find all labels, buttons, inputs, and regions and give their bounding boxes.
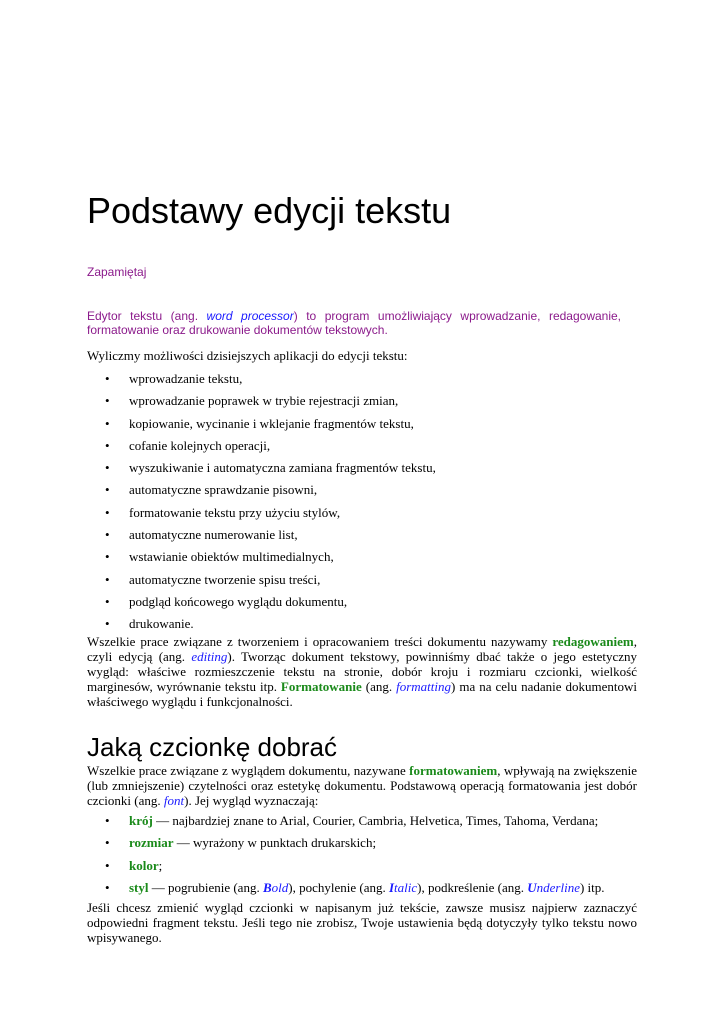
- bullet-icon: •: [105, 371, 110, 386]
- bold-initial: B: [262, 879, 272, 895]
- bullet-icon: •: [105, 593, 110, 609]
- bullet-icon: •: [105, 813, 110, 828]
- list-item: [87, 812, 605, 834]
- keyword-kolor: kolor: [129, 857, 159, 873]
- section-heading: Jaką czcionkę dobrać: [87, 732, 338, 762]
- list-item: [87, 392, 436, 414]
- keyword-formatowanie: Formatowanie: [280, 679, 362, 694]
- list-item-text: formatowanie tekstu przy użyciu stylów,: [129, 504, 341, 520]
- bullet-icon: •: [105, 549, 110, 565]
- bullet-icon: •: [105, 857, 110, 873]
- intro-text: Wyliczmy możliwości dzisiejszych aplikacji do edycji tekstu:: [87, 348, 408, 363]
- underline-initial: U: [527, 879, 537, 895]
- bullet-icon: •: [105, 482, 110, 498]
- list-item-text: automatyczne numerowanie list,: [129, 527, 298, 543]
- list-item-text: wprowadzanie tekstu,: [129, 371, 243, 386]
- list-item: [87, 459, 436, 481]
- list-item-text: — pogrubienie (ang.: [148, 879, 263, 895]
- list-item-text: podgląd końcowego wyglądu dokumentu,: [129, 593, 348, 609]
- keyword-redagowanie: redagowaniem: [552, 634, 634, 649]
- list-item: [87, 548, 436, 570]
- font-paragraph: [87, 763, 637, 808]
- list-item: [87, 526, 436, 548]
- list-item-text: automatyczne sprawdzanie pisowni,: [129, 482, 318, 498]
- list-item-text: ;: [158, 857, 163, 873]
- list-item: [87, 481, 436, 503]
- paragraph-text: Wszelkie prace związane z wyglądem dokumentu, nazywane: [87, 763, 410, 778]
- list-item: [87, 370, 436, 392]
- paragraph-text: , czyli edycją (ang.: [87, 634, 637, 664]
- list-item: [87, 437, 436, 459]
- bullet-icon: •: [105, 571, 110, 587]
- list-item-text: — najbardziej znane to Arial, Courier, Cambria, Helvetica, Times, Tahoma, Verdana;: [152, 813, 599, 828]
- list-item: [87, 504, 436, 526]
- english-term-bold: old: [271, 879, 289, 895]
- list-item-text: cofanie kolejnych operacji,: [129, 437, 271, 453]
- list-item-text: wyszukiwanie i automatyczna zamiana fragmentów tekstu,: [129, 460, 436, 476]
- italic-initial: I: [388, 879, 395, 895]
- definition-box: [87, 309, 621, 337]
- bullet-icon: •: [105, 437, 110, 453]
- keyword-styl: styl: [129, 879, 149, 895]
- bullet-icon: •: [105, 616, 110, 632]
- bullet-icon: •: [105, 415, 110, 431]
- keyword-rozmiar: rozmiar: [129, 835, 174, 851]
- list-item-text: wprowadzanie poprawek w trybie rejestracji zmian,: [129, 393, 399, 409]
- english-term-italic: talic: [394, 879, 418, 895]
- page-title: Podstawy edycji tekstu: [87, 190, 452, 231]
- list-item: [87, 593, 436, 615]
- english-term-formatting: formatting: [396, 679, 452, 694]
- paragraph-text: (ang.: [361, 679, 397, 694]
- list-item-text: ), pochylenie (ang.: [288, 879, 389, 895]
- bullet-icon: •: [105, 460, 110, 476]
- editing-paragraph: [87, 634, 637, 709]
- list-item-text: automatyczne tworzenie spisu treści,: [129, 571, 321, 587]
- paragraph-text: , wpływają na zwiększenie (lub zmniejszenie) czytelności oraz estetykę dokumentu. Podstawową operacją formatowania jest dobór czcionki (ang.: [87, 763, 637, 808]
- bullet-icon: •: [105, 504, 110, 520]
- list-item-text: ), podkreślenie (ang.: [417, 879, 528, 895]
- list-item: [87, 834, 605, 856]
- bullet-icon: •: [105, 527, 110, 543]
- bullet-icon: •: [105, 393, 110, 409]
- paragraph-text: ). Jej wygląd wyznaczają:: [184, 793, 319, 808]
- bullet-icon: •: [105, 879, 110, 895]
- list-item-text: kopiowanie, wycinanie i wklejanie fragmentów tekstu,: [129, 415, 414, 431]
- list-item-text: ) itp.: [579, 879, 605, 895]
- definition-text-start: Edytor tekstu (ang.: [87, 309, 207, 323]
- bullet-icon: •: [105, 835, 110, 851]
- keyword-kroj: krój: [129, 813, 153, 828]
- definition-text-end: ) to program umożliwiający wprowadzanie, redagowanie, formatowanie oraz drukowanie dokumentów tekstowych.: [87, 309, 622, 337]
- list-item-text: wstawianie obiektów multimedialnych,: [129, 549, 334, 565]
- list-item-text: — wyrażony w punktach drukarskich;: [173, 835, 377, 851]
- paragraph-text: Wszelkie prace związane z tworzeniem i opracowaniem treści dokumentu nazywamy: [87, 634, 553, 649]
- english-term-underline: nderline: [536, 879, 580, 895]
- english-term-editing: editing: [191, 649, 228, 664]
- list-item: [87, 571, 436, 593]
- paragraph-text: ) ma na celu nadanie dokumentowi właściwego wyglądu i funkcjonalności.: [87, 679, 637, 709]
- paragraph-text: ). Tworząc dokument tekstowy, powinniśmy dbać także o jego estetyczny wygląd: właściwe rozmieszczenie tekstu na stronie, dobór kroju i rozmiaru czcionki, wielkość marginesów, wyrównanie tekstu itp.: [87, 649, 637, 694]
- list-item: [87, 879, 605, 901]
- list-item: [87, 857, 605, 879]
- change-font-paragraph: Jeśli chcesz zmienić wygląd czcionki w napisanym już tekście, zawsze musisz najpierw zaznaczyć odpowiedni fragment tekstu. Jeśli tego nie zrobisz, Twoje ustawienia będą dotyczyły tylko tekstu nowo wpisywanego.: [87, 900, 637, 945]
- list-item-text: drukowanie.: [129, 616, 194, 632]
- list-item: [87, 415, 436, 437]
- features-list: [87, 370, 436, 638]
- remember-label: Zapamiętaj: [87, 265, 147, 279]
- font-attributes-list: [87, 812, 605, 901]
- definition-term: word processor: [206, 309, 294, 323]
- keyword-formatowaniem: formatowaniem: [409, 763, 498, 778]
- english-term-font: font: [163, 793, 185, 808]
